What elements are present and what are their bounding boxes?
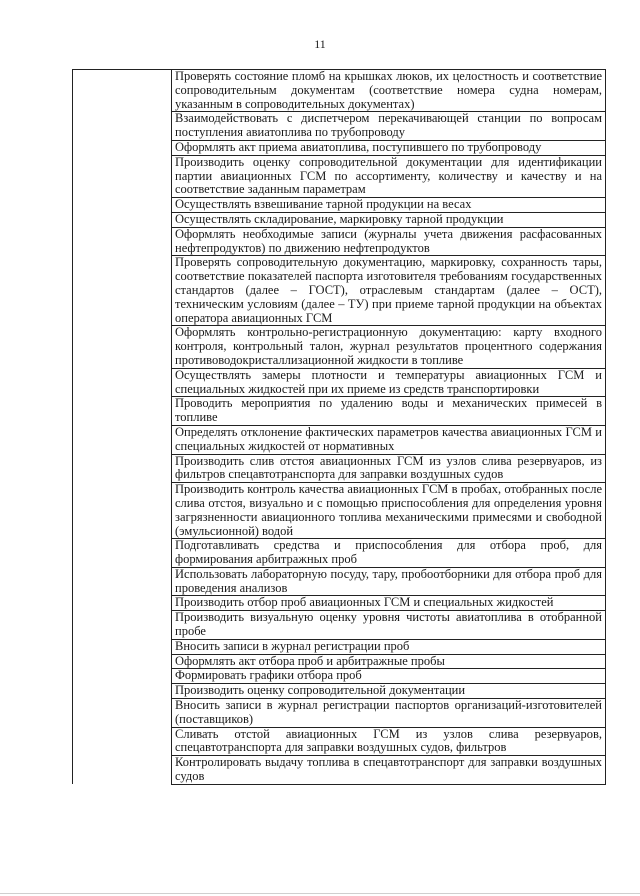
table-cell-action: Производить визуальную оценку уровня чистоты авиатоплива в отобранной пробе bbox=[172, 611, 606, 640]
table-cell-empty bbox=[73, 155, 172, 197]
table-cell-action: Формировать графики отбора проб bbox=[172, 669, 606, 684]
page-number: 11 bbox=[314, 37, 326, 51]
table-cell-empty bbox=[73, 140, 172, 155]
table-row bbox=[73, 483, 606, 539]
table-cell-action: Производить оценку сопроводительной документации для идентификации партии авиационных ГСМ по ассортименту, количеству и качеству и на соответствие заданным параметрам bbox=[172, 155, 606, 197]
table-body bbox=[73, 70, 606, 785]
table-cell-action: Производить контроль качества авиационных ГСМ в пробах, отобранных после слива отстоя, визуально и с помощью приспособления для определения уровня загрязненности авиационного топлива механическими примесями и свободной (эмульсионной) водой bbox=[172, 483, 606, 539]
table-row bbox=[73, 368, 606, 397]
table-cell-empty bbox=[73, 212, 172, 227]
table-row bbox=[73, 212, 606, 227]
table-cell-action: Осуществлять складирование, маркировку тарной продукции bbox=[172, 212, 606, 227]
table-cell-action: Оформлять необходимые записи (журналы учета движения расфасованных нефтепродуктов) по движению нефтепродуктов bbox=[172, 227, 606, 256]
table-cell-empty bbox=[73, 397, 172, 426]
table-cell-empty bbox=[73, 198, 172, 213]
table-cell-empty bbox=[73, 70, 172, 112]
table-cell-action: Определять отклонение фактических параметров качества авиационных ГСМ и специальных жидкостей от нормативных bbox=[172, 425, 606, 454]
table-cell-action: Производить оценку сопроводительной документации bbox=[172, 684, 606, 699]
table-cell-empty bbox=[73, 669, 172, 684]
table-row bbox=[73, 155, 606, 197]
table-row bbox=[73, 326, 606, 368]
table-cell-action: Подготавливать средства и приспособления для отбора проб, для формирования арбитражных проб bbox=[172, 539, 606, 568]
table-row bbox=[73, 140, 606, 155]
table-row bbox=[73, 611, 606, 640]
table-cell-action: Контролировать выдачу топлива в спецавтотранспорт для заправки воздушных судов bbox=[172, 756, 606, 785]
table-cell-empty bbox=[73, 227, 172, 256]
scan-edge bbox=[0, 893, 640, 894]
table-cell-empty bbox=[73, 596, 172, 611]
table-cell-action: Проводить мероприятия по удалению воды и механических примесей в топливе bbox=[172, 397, 606, 426]
table-cell-empty bbox=[73, 654, 172, 669]
table-cell-action: Вносить записи в журнал регистрации проб bbox=[172, 639, 606, 654]
table-cell-empty bbox=[73, 639, 172, 654]
table-cell-action: Оформлять акт приема авиатоплива, поступившего по трубопроводу bbox=[172, 140, 606, 155]
labor-functions-table bbox=[72, 69, 606, 785]
table-cell-action: Вносить записи в журнал регистрации паспортов организаций-изготовителей (поставщиков) bbox=[172, 699, 606, 728]
table-row bbox=[73, 756, 606, 785]
table-cell-action: Взаимодействовать с диспетчером перекачивающей станции по вопросам поступления авиатоплива по трубопроводу bbox=[172, 112, 606, 141]
table-row bbox=[73, 454, 606, 483]
table-row bbox=[73, 70, 606, 112]
table-cell-empty bbox=[73, 368, 172, 397]
table-cell-action: Использовать лабораторную посуду, тару, пробоотборники для отбора проб для проведения анализов bbox=[172, 567, 606, 596]
table-cell-empty bbox=[73, 326, 172, 368]
table-cell-empty bbox=[73, 483, 172, 539]
table-row bbox=[73, 397, 606, 426]
table-cell-empty bbox=[73, 425, 172, 454]
table-cell-empty bbox=[73, 256, 172, 326]
table-cell-empty bbox=[73, 756, 172, 785]
table-row bbox=[73, 256, 606, 326]
table-cell-empty bbox=[73, 611, 172, 640]
table-row bbox=[73, 654, 606, 669]
table-row bbox=[73, 425, 606, 454]
table-row bbox=[73, 227, 606, 256]
table-cell-action: Оформлять акт отбора проб и арбитражные пробы bbox=[172, 654, 606, 669]
table-cell-action: Осуществлять замеры плотности и температуры авиационных ГСМ и специальных жидкостей при их приеме из средств транспортировки bbox=[172, 368, 606, 397]
table-cell-action: Проверять состояние пломб на крышках люков, их целостность и соответствие сопроводительным документам (соответствие номера судна номерам, указанным в сопроводительных документах) bbox=[172, 70, 606, 112]
table-cell-empty bbox=[73, 112, 172, 141]
table-cell-empty bbox=[73, 539, 172, 568]
table-row bbox=[73, 669, 606, 684]
table-cell-empty bbox=[73, 684, 172, 699]
table-row bbox=[73, 567, 606, 596]
table-row bbox=[73, 198, 606, 213]
table-cell-action: Осуществлять взвешивание тарной продукции на весах bbox=[172, 198, 606, 213]
table-cell-empty bbox=[73, 454, 172, 483]
table-cell-empty bbox=[73, 727, 172, 756]
table-cell-action: Производить слив отстоя авиационных ГСМ из узлов слива резервуаров, из фильтров спецавтотранспорта для заправки воздушных судов bbox=[172, 454, 606, 483]
table-cell-action: Оформлять контрольно-регистрационную документацию: карту входного контроля, контрольный талон, журнал результатов процентного содержания противоводокристаллизационной жидкости в топливе bbox=[172, 326, 606, 368]
table-row bbox=[73, 639, 606, 654]
table-row bbox=[73, 699, 606, 728]
table-row bbox=[73, 112, 606, 141]
table-row bbox=[73, 539, 606, 568]
table-cell-action: Производить отбор проб авиационных ГСМ и специальных жидкостей bbox=[172, 596, 606, 611]
table-cell-empty bbox=[73, 567, 172, 596]
table-row bbox=[73, 684, 606, 699]
table-row bbox=[73, 596, 606, 611]
table-cell-action: Проверять сопроводительную документацию, маркировку, сохранность тары, соответствие показателей паспорта изготовителя требованиям государственных стандартов (далее – ГОСТ), отраслевым стандартам (далее – ОСТ), техническим условиям (далее – ТУ) при приеме тарной продукции на объектах оператора авиационных ГСМ bbox=[172, 256, 606, 326]
table-row bbox=[73, 727, 606, 756]
table-cell-empty bbox=[73, 699, 172, 728]
table-cell-action: Сливать отстой авиационных ГСМ из узлов слива резервуаров, спецавтотранспорта для заправки воздушных судов, фильтров bbox=[172, 727, 606, 756]
